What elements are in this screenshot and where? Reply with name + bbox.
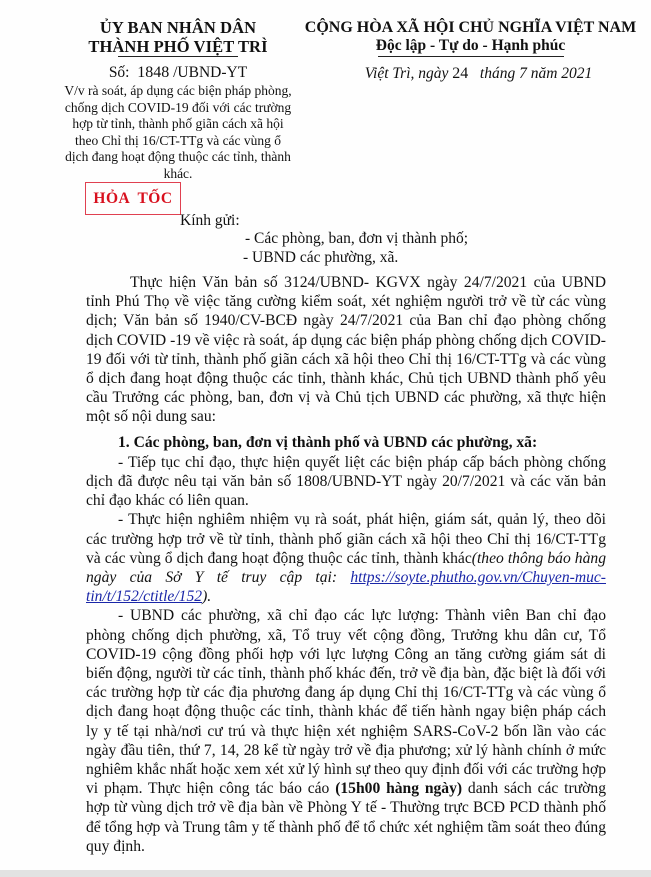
agency-underline	[118, 56, 238, 57]
paragraph-1: - Tiếp tục chỉ đạo, thực hiện quyết liệt các biện pháp cấp bách phòng chống dịch đã được nêu tại văn bản số 1808/UBND-YT ngày 20/7/2021 và các văn bản chỉ đạo khác có liên quan.	[86, 453, 606, 510]
date-prefix: Việt Trì, ngày	[364, 65, 449, 82]
report-deadline: (15h00 hàng ngày)	[335, 780, 463, 798]
document-date	[306, 64, 651, 83]
document-subject: V/v rà soát, áp dụng các biện pháp phòng, chống dịch COVID-19 đối với các trường hợp từ tỉnh, thành phố giãn cách xã hội theo Chỉ thị 16/CT-TTg và các vùng ổ dịch đang hoạt động thuộc các tỉnh, thành khác.	[64, 83, 292, 181]
page-bottom-edge	[0, 870, 651, 877]
health-department-link[interactable]: https://soyte.phutho.gov.vn/Chuyen-muc-tin/t/152/ctitle/152	[86, 569, 606, 606]
paragraph-3-main: - UBND các phường, xã chỉ đạo các lực lượng: Thành viên Ban chỉ đạo phòng chống dịch phường, xã, Tổ truy vết cộng đồng, Trưởng khu dân cư, Tổ COVID-19 cộng đồng phối hợp với lực lượng Công an tăng cường giám sát di biến động, người từ các tỉnh, thành phố khác đến, trở về địa bàn, đặc biệt là đối với các trường hợp từ các địa phương đang áp dụng Chỉ thị 16/CT-TTg và các vùng ổ dịch đang hoạt động thuộc các tỉnh, thành khác để tiến hành ngay biện pháp cách ly y tế tại nhà/nơi cư trú và thực hiện xét nghiệm SARS-CoV-2 bốn lần vào các ngày đầu tiên, thứ 7, 14, 28 kể từ ngày trở về địa phương; xử lý hành chính ở mức nghiêm khắc nhất hoặc xem xét xử lý hình sự theo quy định đối với các trường hợp vi phạm. Thực hiện công tác báo cáo	[86, 607, 606, 798]
paragraph-2-main: - Thực hiện nghiêm nhiệm vụ rà soát, phát hiện, giám sát, quản lý, theo dõi các trường hợp trở về từ tỉnh, thành phố giãn cách xã hội theo Chỉ thị 16/CT-TTg và các vùng ổ dịch đang hoạt động thuộc các tỉnh, thành khác	[86, 511, 606, 567]
paragraph-2-note: (theo thông báo hàng ngày của Sở Y tế truy cập tại:	[86, 549, 606, 587]
national-header-block	[298, 18, 643, 83]
recipients-list	[243, 229, 468, 267]
paragraph-3	[86, 606, 606, 856]
issuing-agency-block	[64, 18, 292, 183]
intro-paragraph: Thực hiện Văn bản số 3124/UBND- KGVX ngày 24/7/2021 của UBND tỉnh Phú Thọ về việc tăng cường kiểm soát, xét nghiệm người trở về từ các vùng dịch; Văn bản số 1940/CV-BCĐ ngày 24/7/2021 của Ban chỉ đạo phòng chống dịch COVID -19 về việc rà soát, áp dụng các biện pháp phòng chống dịch COVID-19 đối với từ tỉnh, thành phố giãn cách xã hội theo Chỉ thị 16/CT-TTg và các vùng ổ dịch đang hoạt động thuộc các tỉnh, thành khác, Chủ tịch UBND thành phố yêu cầu Trưởng các phòng, ban, đơn vị và Chủ tịch UBND các phường, xã thực hiện một số nội dung sau:	[86, 274, 606, 426]
greeting: Kính gửi:	[180, 212, 240, 229]
paragraph-2-end: ).	[202, 588, 212, 606]
document-number	[64, 63, 292, 82]
urgent-stamp: HỎA TỐC	[85, 182, 181, 215]
recipient-item: - UBND các phường, xã.	[243, 249, 399, 266]
national-motto: Độc lập - Tự do - Hạnh phúc	[375, 37, 566, 54]
date-suffix: tháng 7 năm 2021	[479, 65, 593, 82]
recipient-item: - Các phòng, ban, đơn vị thành phố;	[245, 230, 469, 247]
paragraph-3-end: danh sách các trường hợp từ vùng dịch trở về địa bàn về Phòng Y tế - Thường trực BCĐ PCD thành phố để tổng hợp và Trung tâm y tế thành phố để tổ chức xét nghiệm tầm soát theo đúng quy định.	[86, 780, 606, 855]
date-day: 24	[452, 65, 469, 82]
document-number-prefix: Số:	[108, 64, 130, 81]
motto-underline	[378, 56, 564, 57]
document-body	[86, 273, 606, 856]
national-title: CỘNG HÒA XÃ HỘI CHỦ NGHĨA VIỆT NAM	[304, 19, 637, 36]
agency-name-line2: THÀNH PHỐ VIỆT TRÌ	[88, 37, 268, 56]
section-1-heading: 1. Các phòng, ban, đơn vị thành phố và UBND các phường, xã:	[118, 433, 538, 451]
document-number-suffix: /UBND-YT	[173, 64, 248, 81]
agency-name-line1: ỦY BAN NHÂN DÂN	[99, 18, 257, 37]
paragraph-2	[86, 510, 606, 606]
document-number-value: 1848	[137, 64, 170, 81]
